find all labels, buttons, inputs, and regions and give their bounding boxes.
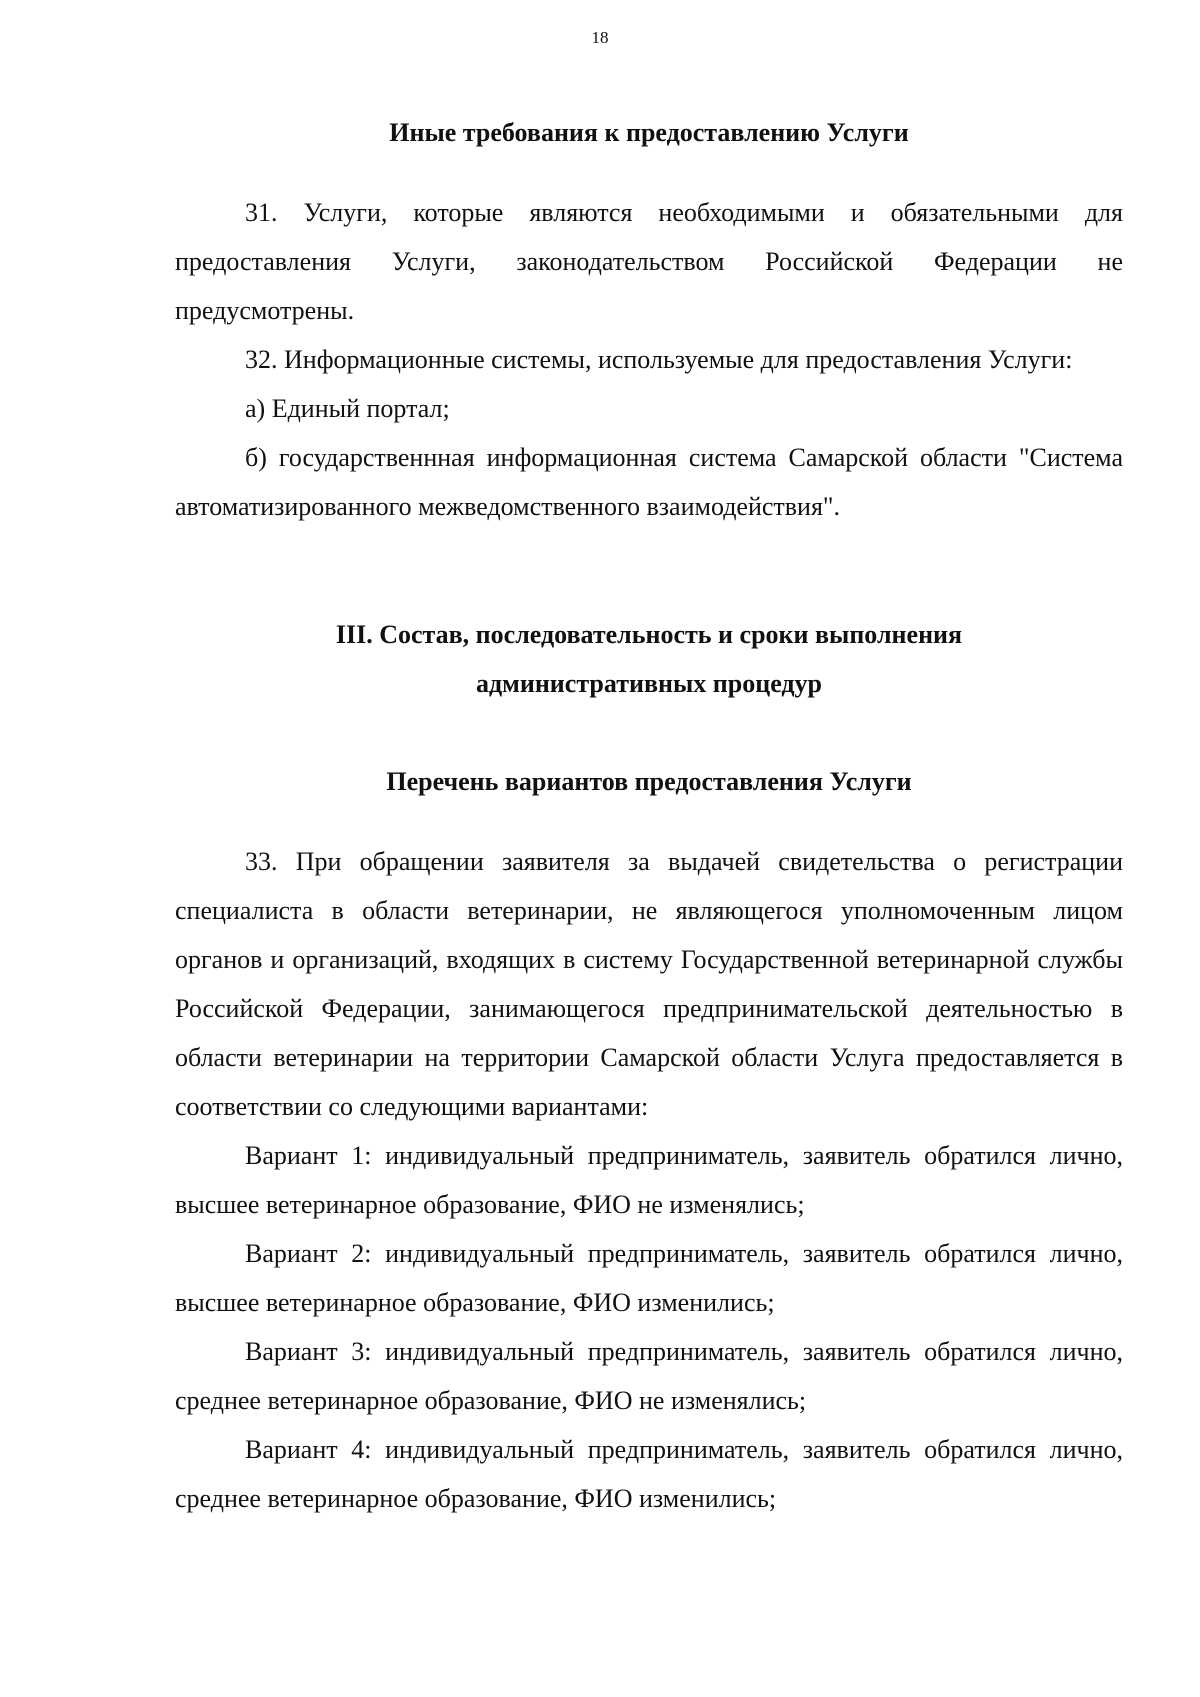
chapter-heading-line-2: административных процедур [475, 669, 823, 698]
chapter-heading-line-1: III. Состав, последовательность и сроки выполнения [335, 620, 963, 649]
section-variants-body [175, 837, 1123, 1523]
page-number: 18 [591, 28, 609, 47]
variant-3: Вариант 3: индивидуальный предприниматель, заявитель обратился лично, среднее ветеринарное образование, ФИО не изменялись; [175, 1337, 1123, 1415]
paragraph-33: 33. При обращении заявителя за выдачей свидетельства о регистрации специалиста в области ветеринарии, не являющегося уполномоченным лицом органов и организаций, входящих в систему Государственной ветеринарной службы Российской Федерации, занимающегося предпринимательской деятельностью в области ветеринарии на территории Самарской области Услуга предоставляется в соответствии со следующими вариантами: [175, 847, 1123, 1121]
section-heading-other-requirements: Иные требования к предоставлению Услуги [389, 118, 909, 147]
variant-2: Вариант 2: индивидуальный предприниматель, заявитель обратился лично, высшее ветеринарное образование, ФИО изменились; [175, 1239, 1123, 1317]
list-item-b: б) государственнная информационная система Самарской области "Система автоматизированного межведомственного взаимодействия". [175, 443, 1123, 521]
list-item-a: а) Единый портал; [245, 394, 450, 423]
paragraph-32: 32. Информационные системы, используемые для предоставления Услуги: [245, 345, 1073, 374]
section-heading-variants-list: Перечень вариантов предоставления Услуги [386, 767, 912, 796]
section-other-requirements-body [175, 188, 1123, 531]
variant-1: Вариант 1: индивидуальный предприниматель, заявитель обратился лично, высшее ветеринарное образование, ФИО не изменялись; [175, 1141, 1123, 1219]
paragraph-31: 31. Услуги, которые являются необходимыми и обязательными для предоставления Услуги, законодательством Российской Федерации не предусмотрены. [175, 198, 1123, 325]
variant-4: Вариант 4: индивидуальный предприниматель, заявитель обратился лично, среднее ветеринарное образование, ФИО изменились; [175, 1435, 1123, 1513]
